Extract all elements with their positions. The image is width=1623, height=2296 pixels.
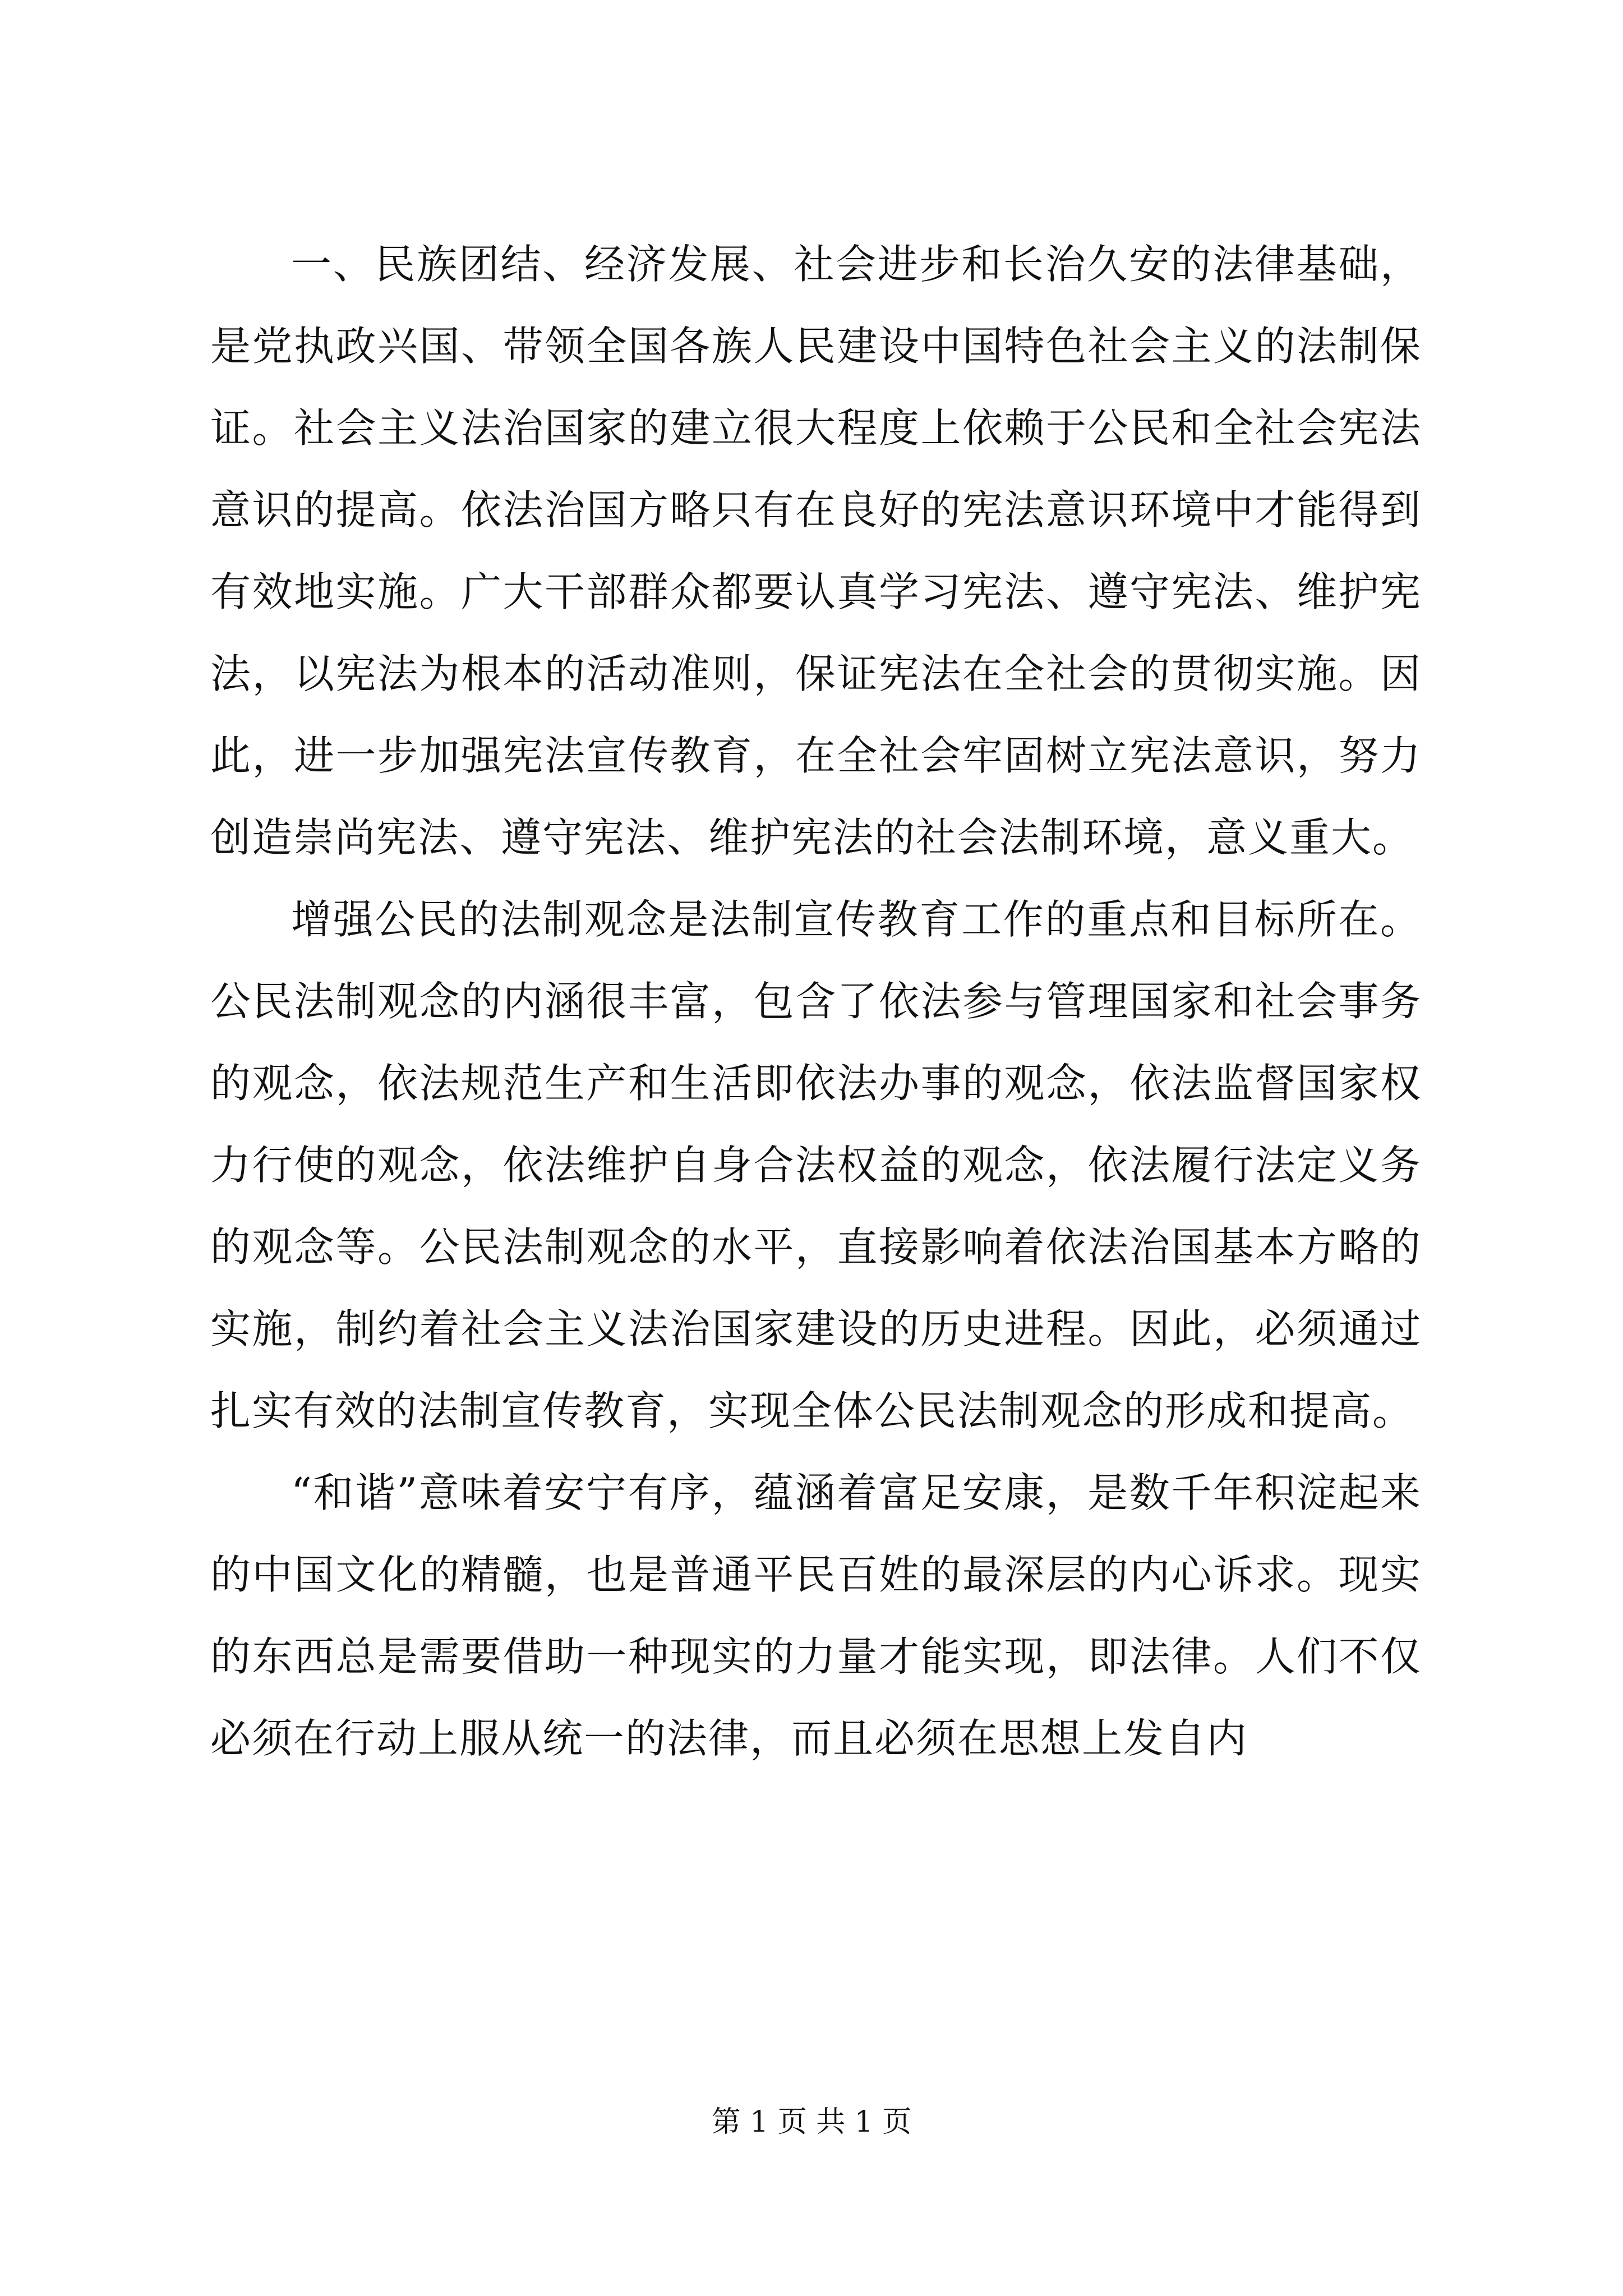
paragraph-constitution: 一、民族团结、经济发展、社会进步和长治久安的法律基础，是党执政兴国、带领全国各族人民建设中国特色社会主义的法制保证。社会主义法治国家的建立很大程度上依赖于公民和全社会宪法意识的提高。依法治国方略只有在良好的宪法意识环境中才能得到有效地实施。广大干部群众都要认真学习宪法、遵守宪法、维护宪法，以宪法为根本的活动准则，保证宪法在全社会的贯彻实施。因此，进一步加强宪法宣传教育，在全社会牢固树立宪法意识，努力创造崇尚宪法、遵守宪法、维护宪法的社会法制环境，意义重大。: [210, 241, 1422, 861]
page-number-footer: 第 1 页 共 1 页: [711, 2105, 912, 2139]
paragraph-legal-awareness: 增强公民的法制观念是法制宣传教育工作的重点和目标所在。公民法制观念的内涵很丰富，包含了依法参与管理国家和社会事务的观念，依法规范生产和生活即依法办事的观念，依法监督国家权力行使的观念，依法维护自身合法权益的观念，依法履行法定义务的观念等。公民法制观念的水平，直接影响着依法治国基本方略的实施，制约着社会主义法治国家建设的历史进程。因此，必须通过扎实有效的法制宣传教育，实现全体公民法制观念的形成和提高。: [210, 896, 1422, 1434]
paragraph-harmony: “和谐”意味着安宁有序，蕴涵着富足安康，是数千年积淀起来的中国文化的精髓，也是普通平民百姓的最深层的内心诉求。现实的东西总是需要借助一种现实的力量才能实现，即法律。人们不仅必须在行动上服从统一的法律，而且必须在思想上发自内: [210, 1469, 1422, 1762]
document-body: [210, 223, 1422, 1779]
